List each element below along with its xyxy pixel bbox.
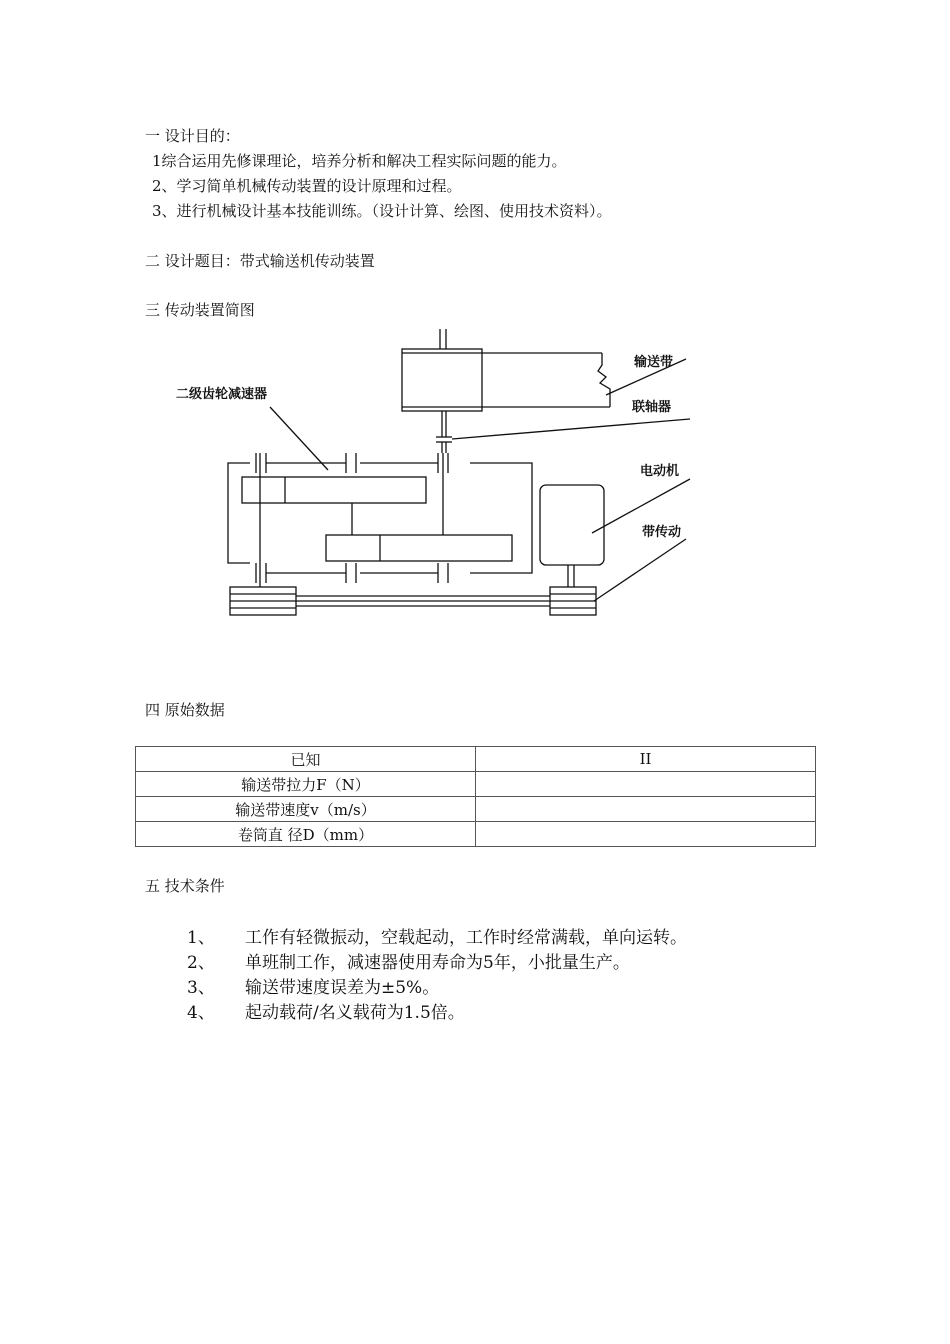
section1-item-2: 2、学习简单机械传动装置的设计原理和过程。 [152,177,462,195]
condition-number: 3、 [187,978,215,998]
condition-text: 输送带速度误差为±5%。 [245,978,440,998]
row-value [476,772,816,797]
condition-text: 工作有轻微振动，空载起动，工作时经常满载，单向运转。 [245,928,687,948]
table-header-row [136,747,816,772]
section5-heading: 五 技术条件 [145,877,225,895]
row-label: 卷筒直 径D（mm） [136,822,476,847]
section1-item-3: 3、进行机械设计基本技能训练。（设计计算、绘图、使用技术资料）。 [152,202,612,220]
label-motor: 电动机 [640,464,680,479]
row-label: 输送带速度v（m/s） [136,797,476,822]
header-II: II [476,747,816,772]
label-conveyor: 输送带 [634,355,674,370]
section1-heading: 一 设计目的： [145,127,240,145]
table-row [136,797,816,822]
condition-number: 2、 [187,953,215,973]
row-label: 输送带拉力F（N） [136,772,476,797]
section3-heading: 三 传动装置简图 [145,301,255,319]
original-data-table [135,746,816,847]
condition-number: 4、 [187,1003,215,1023]
condition-number: 1、 [187,928,215,948]
table-row [136,772,816,797]
condition-text: 单班制工作，减速器使用寿命为5年，小批量生产。 [245,953,630,973]
row-value [476,797,816,822]
section2-title: 二 设计题目：带式输送机传动装置 [145,252,375,270]
label-reducer: 二级齿轮减速器 [176,387,268,402]
row-value [476,822,816,847]
transmission-diagram [170,325,730,625]
section4-heading: 四 原始数据 [145,701,225,719]
section1-item-1: 1综合运用先修课理论，培养分析和解决工程实际问题的能力。 [152,152,567,170]
label-belt-drive: 带传动 [642,525,682,540]
label-coupling: 联轴器 [632,400,672,415]
header-known: 已知 [136,747,476,772]
condition-text: 起动载荷/名义载荷为1.5倍。 [245,1003,465,1023]
table-row [136,822,816,847]
